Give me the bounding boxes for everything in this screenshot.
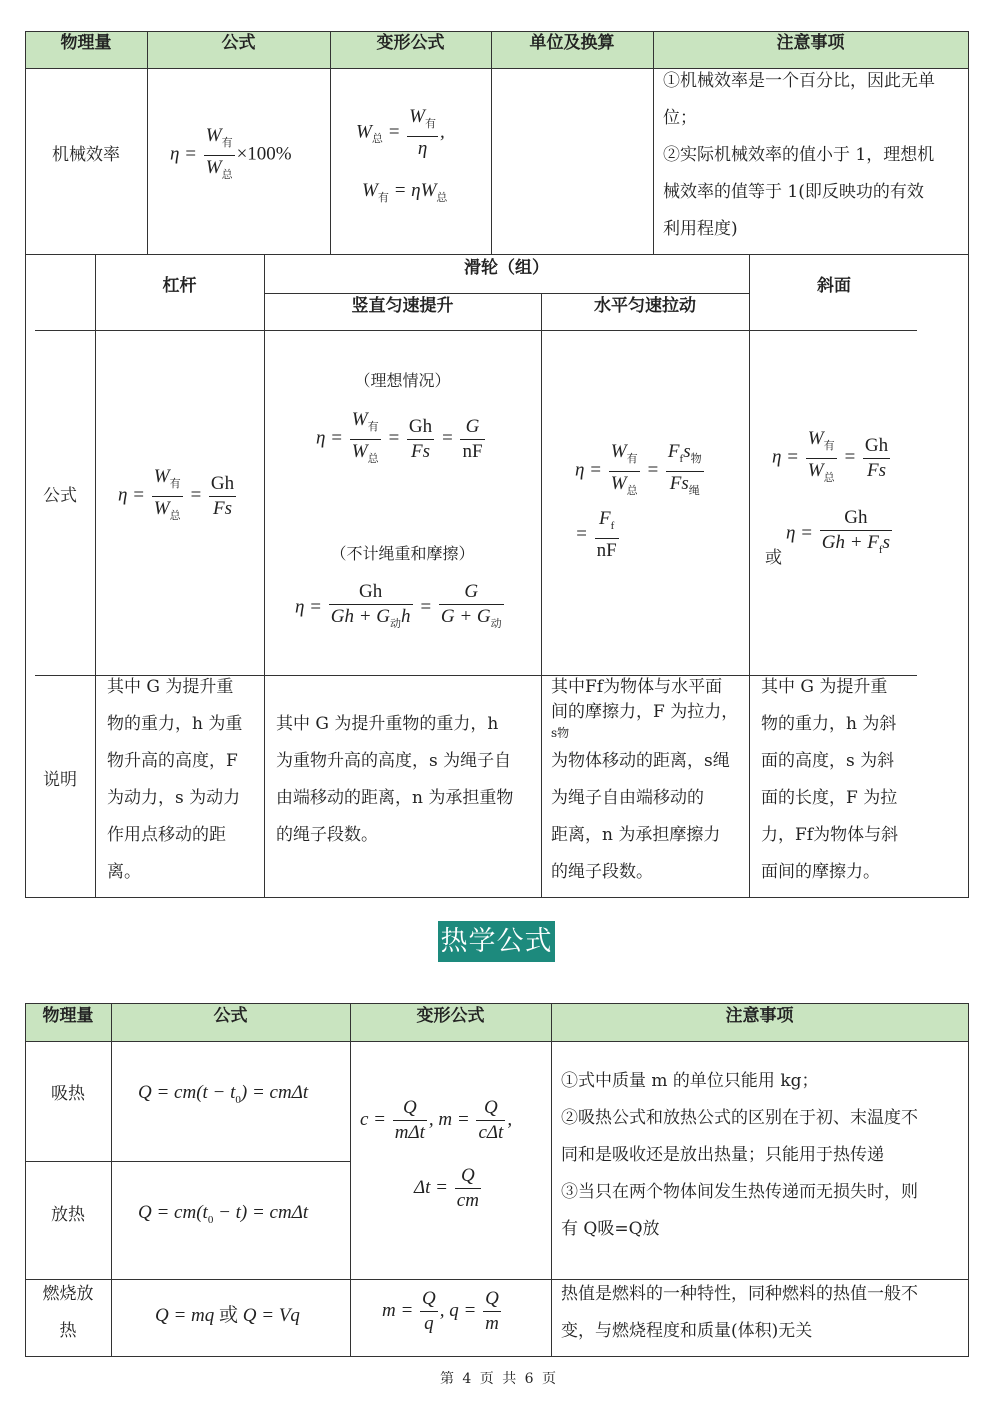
desc-lever-1: 其中 G 为提升重	[107, 677, 234, 697]
fuel-variant: m = $\frac{Q}{q}$ , q = $\frac{Q}{m}$	[382, 1288, 499, 1334]
row-formula-label: 公式	[43, 486, 77, 506]
heat-release-formula: $Q = cm(t_0 - t) = cm\Delta t$	[138, 1202, 309, 1226]
col-horizontal: 水平匀速拉动	[594, 296, 696, 316]
ideal-label: （理想情况）	[354, 371, 451, 390]
desc-lever-4: 为动力，s 为动力	[107, 788, 241, 808]
incline-formula-2: η = $\frac{Gh}{Gh + F_fs}$	[786, 507, 890, 556]
horizontal-formula-2: = $\frac{F_f}{nF}$	[575, 508, 617, 561]
heat-note-4: ③当只在两个物体间发生热传递而无损失时，则	[561, 1182, 918, 1202]
table3-header-quantity: 物理量	[42, 1006, 94, 1026]
desc-lever-6: 离。	[107, 862, 141, 882]
desc-horizontal-3: s物	[551, 726, 570, 740]
vertical-formula-ideal: η = $\frac{W_有}{W_总}$ = $\frac{Gh}{Fs}$ = $\frac{G}{nF}$	[316, 409, 483, 465]
mech-efficiency-label: 机械效率	[52, 145, 120, 165]
desc-vertical-2: 为重物升高的高度，s 为绳子自	[276, 751, 512, 771]
heat-absorb-label: 吸热	[51, 1084, 85, 1104]
table1-header-unit: 单位及换算	[529, 33, 615, 53]
desc-incline-3: 面的高度，s 为斜	[761, 751, 895, 771]
heat-release-label: 放热	[51, 1205, 85, 1225]
table1-header-formula: 公式	[221, 33, 256, 53]
horizontal-formula-1: η = $\frac{W_有}{W_总}$ = $\frac{F_fs_物}{Fs_绳}$	[575, 441, 702, 497]
col-pulley: 滑轮（组）	[464, 258, 549, 278]
desc-incline-4: 面的长度，F 为拉	[761, 788, 898, 808]
mech-notes-2: 位；	[663, 108, 697, 128]
desc-vertical-4: 的绳子段数。	[276, 825, 378, 845]
table1-header-variant: 变形公式	[376, 33, 445, 53]
table1-header-quantity: 物理量	[60, 33, 112, 53]
lever-formula: η = $\frac{W_有}{W_总}$ = $\frac{Gh}{Fs}$	[118, 466, 235, 522]
mech-efficiency-formula: η = $\frac{W_有}{W_总}$ ×100%	[170, 125, 292, 181]
table1-header-notes: 注意事项	[776, 33, 845, 53]
desc-vertical-3: 由端移动的距离，n 为承担重物	[276, 788, 514, 808]
desc-incline-5: 力，Ff为物体与斜	[761, 825, 899, 845]
desc-horizontal-5: 为绳子自由端移动的	[551, 788, 704, 808]
fuel-label-1: 燃烧放	[42, 1284, 94, 1304]
heat-note-3: 同和是吸收还是放出热量；只能用于热传递	[561, 1145, 884, 1165]
heat-note-5: 有 Q吸=Q放	[561, 1219, 660, 1239]
heat-absorb-formula: $Q = cm(t - t_0) = cm\Delta t$	[138, 1082, 309, 1106]
mech-efficiency-variant-1: $W_总$ = $\frac{W_有}{\eta}$ ,	[356, 106, 445, 159]
mech-efficiency-variant-2: $W_有 = \eta W_总$	[362, 180, 448, 204]
desc-incline-1: 其中 G 为提升重	[761, 677, 888, 697]
col-vertical: 竖直匀速提升	[351, 296, 454, 316]
fuel-note-1: 热值是燃料的一种特性，同种燃料的热值一般不	[561, 1284, 918, 1304]
desc-horizontal-7: 的绳子段数。	[551, 862, 653, 882]
desc-lever-5: 作用点移动的距	[107, 825, 226, 845]
section-title: 热学公式	[438, 921, 555, 962]
mech-notes-4: 械效率的值等于 1(即反映功的有效	[663, 182, 924, 202]
heat-variant-1: c = $\frac{Q}{\text{mΔt}}$ , m = $\frac{Q}{\text{cΔt}}$ ,	[360, 1097, 513, 1143]
mech-notes-5: 利用程度)	[663, 219, 738, 239]
desc-horizontal-2: 间的摩擦力，F 为拉力，	[551, 702, 739, 722]
desc-vertical-1: 其中 G 为提升重物的重力，h	[276, 714, 499, 734]
incline-formula-1: η = $\frac{W_有}{W_总}$ = $\frac{Gh}{Fs}$	[772, 428, 889, 484]
desc-horizontal-6: 距离，n 为承担摩擦力	[551, 825, 721, 845]
nofriction-label: （不计绳重和摩擦）	[330, 544, 475, 563]
desc-incline-2: 物的重力，h 为斜	[761, 714, 897, 734]
desc-incline-6: 面间的摩擦力。	[761, 862, 880, 882]
fuel-formula: Q = mq 或 Q = Vq	[155, 1305, 300, 1326]
mech-notes-3: ②实际机械效率的值小于 1，理想机	[663, 145, 935, 165]
table3-header-variant: 变形公式	[416, 1006, 485, 1026]
heat-note-2: ②吸热公式和放热公式的区别在于初、末温度不	[561, 1108, 918, 1128]
desc-lever-3: 物升高的高度，F	[107, 751, 238, 771]
heat-variant-2: Δt = $\frac{Q}{cm}$	[414, 1165, 479, 1211]
row-desc-label: 说明	[43, 770, 77, 790]
table3-header-formula: 公式	[213, 1006, 248, 1026]
or-label: 或	[765, 548, 782, 568]
col-incline: 斜面	[817, 276, 851, 296]
desc-lever-2: 物的重力，h 为重	[107, 714, 243, 734]
mech-notes-1: ①机械效率是一个百分比，因此无单	[663, 71, 935, 91]
desc-horizontal-4: 为物体移动的距离，s绳	[551, 751, 730, 771]
vertical-formula-nofriction: η = $\frac{Gh}{Gh + G_动h}$ = $\frac{G}{G + G_动}$	[295, 581, 502, 630]
fuel-note-2: 变，与燃烧程度和质量(体积)无关	[561, 1321, 813, 1341]
heat-note-1: ①式中质量 m 的单位只能用 kg；	[561, 1071, 819, 1091]
fuel-label-2: 热	[59, 1321, 77, 1341]
desc-horizontal-1: 其中Ff为物体与水平面	[551, 677, 723, 697]
table3-header-notes: 注意事项	[725, 1006, 794, 1026]
col-lever: 杠杆	[162, 276, 197, 296]
page-footer: 第 4 页 共 6 页	[439, 1371, 559, 1387]
